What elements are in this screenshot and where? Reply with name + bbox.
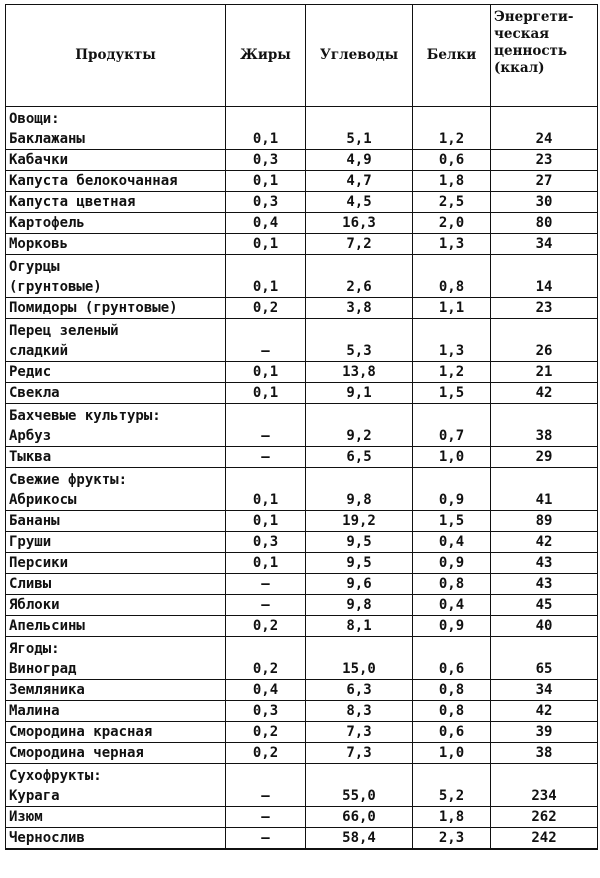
product-name-cell <box>6 764 226 807</box>
table-row <box>6 298 598 319</box>
energy-cell: 26 <box>491 319 598 362</box>
fat-cell: 0,3 <box>226 192 306 213</box>
table-header <box>6 5 598 107</box>
product-name-cell <box>6 807 226 828</box>
table-row <box>6 404 598 447</box>
protein-cell: 0,4 <box>413 595 491 616</box>
protein-cell: 0,9 <box>413 553 491 574</box>
product-name-line: Чернослив <box>9 830 85 846</box>
product-name-line: Ягоды: <box>9 641 60 657</box>
nutrition-table-page <box>5 4 598 850</box>
table-row <box>6 362 598 383</box>
protein-cell: 2,5 <box>413 192 491 213</box>
protein-cell: 2,3 <box>413 828 491 850</box>
protein-cell: 0,6 <box>413 150 491 171</box>
product-name-line: Земляника <box>9 682 85 698</box>
protein-cell: 1,3 <box>413 319 491 362</box>
fat-cell: — <box>226 764 306 807</box>
product-name-line: Перец зеленый <box>9 323 119 339</box>
carbs-cell: 9,5 <box>306 532 413 553</box>
energy-cell: 65 <box>491 637 598 680</box>
product-name-cell <box>6 532 226 553</box>
carbs-cell: 9,8 <box>306 468 413 511</box>
energy-cell: 262 <box>491 807 598 828</box>
product-name-cell <box>6 616 226 637</box>
carbs-cell: 15,0 <box>306 637 413 680</box>
product-name-cell <box>6 553 226 574</box>
fat-cell: — <box>226 807 306 828</box>
product-name-cell <box>6 722 226 743</box>
protein-cell: 0,9 <box>413 616 491 637</box>
protein-cell: 1,0 <box>413 447 491 468</box>
carbs-cell: 66,0 <box>306 807 413 828</box>
product-name-line: Капуста цветная <box>9 194 136 210</box>
product-name-cell <box>6 404 226 447</box>
table-row <box>6 447 598 468</box>
energy-cell: 43 <box>491 553 598 574</box>
table-row <box>6 234 598 255</box>
header-energy <box>491 5 598 107</box>
fat-cell: 0,2 <box>226 616 306 637</box>
fat-cell: — <box>226 828 306 850</box>
product-name-line: Бахчевые культуры: <box>9 408 161 424</box>
product-name-line: Баклажаны <box>9 131 85 147</box>
energy-cell: 34 <box>491 680 598 701</box>
fat-cell: — <box>226 404 306 447</box>
fat-cell: 0,2 <box>226 298 306 319</box>
table-row <box>6 255 598 298</box>
product-name-cell <box>6 319 226 362</box>
product-name-line: Малина <box>9 703 60 719</box>
carbs-cell: 6,3 <box>306 680 413 701</box>
protein-cell: 1,5 <box>413 511 491 532</box>
carbs-cell: 3,8 <box>306 298 413 319</box>
product-name-line: Тыква <box>9 449 52 465</box>
carbs-cell: 9,5 <box>306 553 413 574</box>
carbs-cell: 5,3 <box>306 319 413 362</box>
energy-cell: 80 <box>491 213 598 234</box>
protein-cell: 0,8 <box>413 255 491 298</box>
table-row <box>6 595 598 616</box>
protein-cell: 0,4 <box>413 532 491 553</box>
energy-cell: 38 <box>491 743 598 764</box>
header-protein: Белки <box>413 5 491 107</box>
protein-cell: 1,3 <box>413 234 491 255</box>
product-name-cell <box>6 255 226 298</box>
carbs-cell: 4,5 <box>306 192 413 213</box>
energy-cell: 42 <box>491 383 598 404</box>
table-row <box>6 764 598 807</box>
product-name-cell <box>6 595 226 616</box>
product-name-cell <box>6 171 226 192</box>
header-carbs: Углеводы <box>306 5 413 107</box>
product-name-line: Бананы <box>9 513 60 529</box>
table-row <box>6 192 598 213</box>
product-name-line: Морковь <box>9 236 69 252</box>
energy-cell: 30 <box>491 192 598 213</box>
energy-cell: 21 <box>491 362 598 383</box>
energy-cell: 43 <box>491 574 598 595</box>
carbs-cell: 4,9 <box>306 150 413 171</box>
product-name-line: Кабачки <box>9 152 69 168</box>
table-row <box>6 171 598 192</box>
protein-cell: 1,0 <box>413 743 491 764</box>
protein-cell: 1,1 <box>413 298 491 319</box>
product-name-line: Свежие фрукты: <box>9 472 128 488</box>
product-name-cell <box>6 680 226 701</box>
header-energy-line: (ккал) <box>494 59 545 76</box>
product-name-line: Груши <box>9 534 52 550</box>
protein-cell: 1,2 <box>413 107 491 150</box>
table-row <box>6 511 598 532</box>
product-name-cell <box>6 213 226 234</box>
protein-cell: 1,8 <box>413 171 491 192</box>
product-name-line: Виноград <box>9 661 77 677</box>
carbs-cell: 8,3 <box>306 701 413 722</box>
product-name-cell <box>6 192 226 213</box>
fat-cell: 0,1 <box>226 255 306 298</box>
header-fat: Жиры <box>226 5 306 107</box>
carbs-cell: 9,8 <box>306 595 413 616</box>
fat-cell: 0,1 <box>226 171 306 192</box>
energy-cell: 34 <box>491 234 598 255</box>
protein-cell: 0,8 <box>413 574 491 595</box>
product-name-line: сладкий <box>9 343 69 359</box>
carbs-cell: 16,3 <box>306 213 413 234</box>
product-name-cell <box>6 743 226 764</box>
protein-cell: 5,2 <box>413 764 491 807</box>
carbs-cell: 58,4 <box>306 828 413 850</box>
product-name-line: Арбуз <box>9 428 52 444</box>
header-energy-line: ценность <box>494 42 568 59</box>
energy-cell: 24 <box>491 107 598 150</box>
product-name-line: (грунтовые) <box>9 279 102 295</box>
energy-cell: 23 <box>491 150 598 171</box>
product-name-cell <box>6 362 226 383</box>
product-name-line: Абрикосы <box>9 492 77 508</box>
carbs-cell: 2,6 <box>306 255 413 298</box>
fat-cell: 0,2 <box>226 722 306 743</box>
carbs-cell: 7,2 <box>306 234 413 255</box>
carbs-cell: 7,3 <box>306 722 413 743</box>
product-name-line: Курага <box>9 788 60 804</box>
fat-cell: 0,1 <box>226 553 306 574</box>
table-row <box>6 319 598 362</box>
product-name-line: Капуста белокочанная <box>9 173 178 189</box>
carbs-cell: 9,1 <box>306 383 413 404</box>
energy-cell: 42 <box>491 701 598 722</box>
product-name-cell <box>6 107 226 150</box>
carbs-cell: 19,2 <box>306 511 413 532</box>
energy-cell: 23 <box>491 298 598 319</box>
table-row <box>6 383 598 404</box>
fat-cell: — <box>226 447 306 468</box>
product-name-line: Редис <box>9 364 52 380</box>
product-name-cell <box>6 828 226 850</box>
energy-cell: 14 <box>491 255 598 298</box>
energy-cell: 45 <box>491 595 598 616</box>
energy-cell: 29 <box>491 447 598 468</box>
nutrition-table <box>5 4 598 850</box>
protein-cell: 1,5 <box>413 383 491 404</box>
product-name-cell <box>6 701 226 722</box>
energy-cell: 40 <box>491 616 598 637</box>
table-row <box>6 637 598 680</box>
table-row <box>6 150 598 171</box>
fat-cell: 0,3 <box>226 701 306 722</box>
table-row <box>6 468 598 511</box>
fat-cell: 0,1 <box>226 107 306 150</box>
protein-cell: 1,8 <box>413 807 491 828</box>
carbs-cell: 7,3 <box>306 743 413 764</box>
energy-cell: 42 <box>491 532 598 553</box>
table-row <box>6 574 598 595</box>
table-row <box>6 807 598 828</box>
carbs-cell: 6,5 <box>306 447 413 468</box>
fat-cell: 0,1 <box>226 234 306 255</box>
fat-cell: 0,1 <box>226 362 306 383</box>
carbs-cell: 13,8 <box>306 362 413 383</box>
fat-cell: 0,2 <box>226 743 306 764</box>
table-row <box>6 213 598 234</box>
energy-cell: 242 <box>491 828 598 850</box>
product-name-cell <box>6 298 226 319</box>
product-name-line: Персики <box>9 555 69 571</box>
fat-cell: 0,3 <box>226 150 306 171</box>
energy-cell: 39 <box>491 722 598 743</box>
product-name-cell <box>6 383 226 404</box>
product-name-line: Смородина черная <box>9 745 144 761</box>
fat-cell: 0,1 <box>226 511 306 532</box>
fat-cell: 0,4 <box>226 680 306 701</box>
protein-cell: 0,6 <box>413 637 491 680</box>
protein-cell: 2,0 <box>413 213 491 234</box>
product-name-line: Сухофрукты: <box>9 768 102 784</box>
carbs-cell: 8,1 <box>306 616 413 637</box>
product-name-cell <box>6 150 226 171</box>
protein-cell: 0,8 <box>413 701 491 722</box>
carbs-cell: 4,7 <box>306 171 413 192</box>
carbs-cell: 9,2 <box>306 404 413 447</box>
fat-cell: 0,4 <box>226 213 306 234</box>
fat-cell: — <box>226 595 306 616</box>
table-row <box>6 701 598 722</box>
product-name-line: Апельсины <box>9 618 85 634</box>
product-name-cell <box>6 468 226 511</box>
energy-cell: 234 <box>491 764 598 807</box>
protein-cell: 0,9 <box>413 468 491 511</box>
product-name-cell <box>6 234 226 255</box>
product-name-line: Изюм <box>9 809 43 825</box>
table-row <box>6 680 598 701</box>
product-name-cell <box>6 574 226 595</box>
table-row <box>6 532 598 553</box>
fat-cell: 0,2 <box>226 637 306 680</box>
carbs-cell: 55,0 <box>306 764 413 807</box>
fat-cell: 0,1 <box>226 383 306 404</box>
energy-cell: 27 <box>491 171 598 192</box>
energy-cell: 38 <box>491 404 598 447</box>
product-name-cell <box>6 447 226 468</box>
fat-cell: — <box>226 319 306 362</box>
table-row <box>6 828 598 850</box>
fat-cell: 0,1 <box>226 468 306 511</box>
protein-cell: 0,7 <box>413 404 491 447</box>
fat-cell: — <box>226 574 306 595</box>
product-name-line: Свекла <box>9 385 60 401</box>
protein-cell: 1,2 <box>413 362 491 383</box>
fat-cell: 0,3 <box>226 532 306 553</box>
product-name-line: Яблоки <box>9 597 60 613</box>
product-name-line: Смородина красная <box>9 724 153 740</box>
header-energy-line: Энергети- <box>494 9 574 25</box>
energy-cell: 89 <box>491 511 598 532</box>
header-product: Продукты <box>6 5 226 107</box>
product-name-cell <box>6 637 226 680</box>
product-name-line: Картофель <box>9 215 85 231</box>
carbs-cell: 5,1 <box>306 107 413 150</box>
product-name-line: Овощи: <box>9 111 60 127</box>
carbs-cell: 9,6 <box>306 574 413 595</box>
table-row <box>6 107 598 150</box>
table-row <box>6 743 598 764</box>
product-name-cell <box>6 511 226 532</box>
protein-cell: 0,6 <box>413 722 491 743</box>
table-row <box>6 616 598 637</box>
table-row <box>6 722 598 743</box>
product-name-line: Огурцы <box>9 259 60 275</box>
table-row <box>6 553 598 574</box>
protein-cell: 0,8 <box>413 680 491 701</box>
product-name-line: Сливы <box>9 576 52 592</box>
energy-cell: 41 <box>491 468 598 511</box>
product-name-line: Помидоры (грунтовые) <box>9 300 178 316</box>
header-energy-line: ческая <box>494 25 550 42</box>
table-body <box>6 107 598 850</box>
